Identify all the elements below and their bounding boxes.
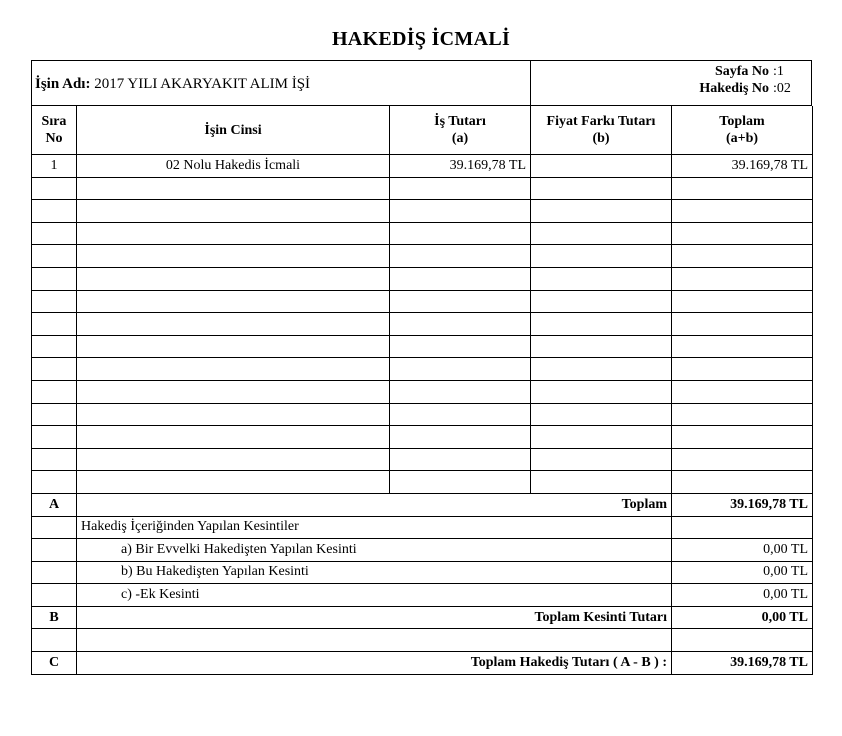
- form-header: [31, 60, 812, 106]
- col-header-total-line1: Toplam: [719, 114, 765, 129]
- col-header-work-label: İşin Cinsi: [204, 122, 262, 138]
- header-divider: [530, 61, 531, 105]
- job-name-value: 2017 YILI AKARYAKIT ALIM İŞİ: [94, 76, 311, 92]
- page-no-value: :1: [773, 64, 784, 79]
- col-header-work: [77, 106, 390, 155]
- deduction-b-label: b) Bu Hakedişten Yapılan Kesinti: [77, 561, 672, 584]
- deduction-row: [32, 561, 813, 584]
- row-total: 39.169,78 TL: [672, 155, 813, 178]
- total-c-text: Toplam Hakediş Tutarı ( A - B ) :: [77, 652, 672, 675]
- total-b-value: 0,00 TL: [672, 606, 813, 629]
- col-header-no-line1: Sıra: [41, 114, 67, 129]
- empty-row: [32, 290, 813, 313]
- total-a-row: [32, 493, 813, 516]
- row-work: 02 Nolu Hakedis İcmali: [77, 155, 390, 178]
- col-header-price-diff: [531, 106, 672, 155]
- col-header-no: [32, 106, 77, 155]
- deduction-row: [32, 539, 813, 562]
- empty-row: [32, 245, 813, 268]
- document-title: HAKEDİŞ İCMALİ: [331, 28, 511, 50]
- deductions-title-row: [32, 516, 813, 539]
- summary-table: [31, 106, 813, 675]
- empty-row: [32, 358, 813, 381]
- col-header-price-diff-line1: Fiyat Farkı Tutarı: [546, 114, 656, 129]
- col-header-price-diff-line2: (b): [592, 131, 610, 146]
- deduction-c-label: c) -Ek Kesinti: [77, 584, 672, 607]
- col-header-amount-line2: (a): [451, 131, 469, 146]
- table-row: [32, 155, 813, 178]
- empty-row: [32, 177, 813, 200]
- job-name-field: [35, 76, 310, 93]
- col-header-total-line2: (a+b): [725, 131, 759, 146]
- deduction-c-value: 0,00 TL: [672, 584, 813, 607]
- total-c-row: [32, 652, 813, 675]
- empty-row: [32, 313, 813, 336]
- total-a-text: Toplam: [77, 493, 672, 516]
- row-price-diff: [531, 155, 672, 178]
- total-b-row: [32, 606, 813, 629]
- deduction-b-value: 0,00 TL: [672, 561, 813, 584]
- col-header-no-line2: No: [45, 131, 63, 146]
- payment-summary-form: [31, 60, 812, 675]
- total-b-label: B: [32, 606, 77, 629]
- total-a-label: A: [32, 493, 77, 516]
- row-amount: 39.169,78 TL: [390, 155, 531, 178]
- col-header-total: [672, 106, 813, 155]
- payment-no-value: :02: [773, 81, 791, 96]
- deduction-a-value: 0,00 TL: [672, 539, 813, 562]
- deduction-row: [32, 584, 813, 607]
- col-header-amount-line1: İş Tutarı: [434, 114, 486, 129]
- total-b-text: Toplam Kesinti Tutarı: [77, 606, 672, 629]
- row-no: 1: [32, 155, 77, 178]
- empty-row: [32, 267, 813, 290]
- header-meta: [651, 63, 797, 97]
- empty-row: [32, 380, 813, 403]
- total-c-value: 39.169,78 TL: [672, 652, 813, 675]
- empty-row: [32, 471, 813, 494]
- empty-row: [32, 222, 813, 245]
- deduction-a-label: a) Bir Evvelki Hakedişten Yapılan Kesinti: [77, 539, 672, 562]
- page-no-label: Sayfa No: [714, 64, 769, 79]
- total-a-value: 39.169,78 TL: [672, 493, 813, 516]
- empty-row: [32, 200, 813, 223]
- empty-row: [32, 403, 813, 426]
- job-name-label: İşin Adı:: [35, 76, 91, 92]
- empty-row: [32, 335, 813, 358]
- payment-no-label: Hakediş No: [699, 81, 769, 96]
- col-header-amount: [390, 106, 531, 155]
- deductions-title: Hakediş İçeriğinden Yapılan Kesintiler: [77, 516, 672, 539]
- column-header-row: [32, 106, 813, 155]
- empty-row: [32, 629, 813, 652]
- total-c-label: C: [32, 652, 77, 675]
- empty-row: [32, 448, 813, 471]
- empty-row: [32, 426, 813, 449]
